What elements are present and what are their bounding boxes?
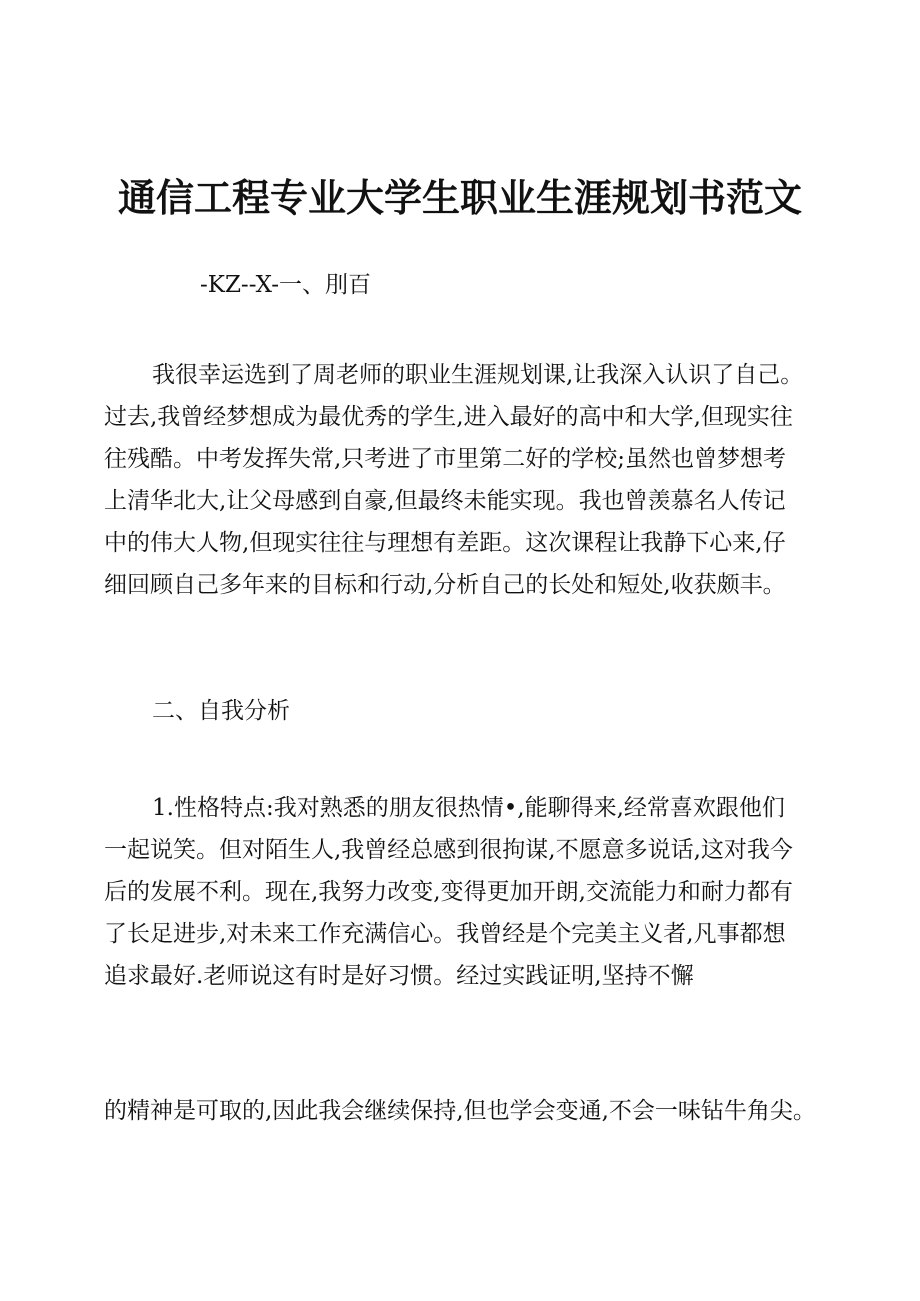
document-subtitle: -KZ--X-一、刖百 (200, 272, 371, 298)
paragraph-line: 一起说笑。但对陌生人,我曾经总感到很拘谋,不愿意多说话,这对我今 (104, 837, 793, 863)
paragraph-line: 细回顾自己多年来的目标和行动,分析自己的长处和短处,收获颇丰。 (104, 572, 786, 598)
paragraph-line: 后的发展不利。现在,我努力改变,变得更加开朗,交流能力和耐力都有 (104, 879, 793, 905)
paragraph-line: 了长足进步,对未来工作充满信心。我曾经是个完美主义者,凡事都想 (104, 921, 786, 947)
personality-paragraph (104, 787, 824, 997)
paragraph-line: 过去,我曾经梦想成为最优秀的学生,进入最好的高中和大学,但现实往 (104, 404, 793, 430)
paragraph-line: 中的伟大人物,但现实往往与理想有差距。这次课程让我静下心来,仔 (104, 530, 786, 556)
paragraph-line: 往残酷。中考发挥失常,只考进了市里第二好的学校;虽然也曾梦想考 (104, 446, 787, 472)
paragraph-line: 的精神是可取的,因此我会继续保持,但也学会变通,不会一味钻牛角尖。 (104, 1098, 816, 1124)
section-heading-self-analysis: 二、自我分析 (152, 698, 290, 724)
paragraph-line: 上清华北大,让父母感到自豪,但最终未能实现。我也曾羡慕名人传记 (104, 488, 786, 514)
continuation-paragraph (104, 1090, 824, 1132)
paragraph-line: 追求最好.老师说这有时是好习惯。经过实践证明,坚持不懈 (104, 963, 694, 989)
paragraph-line: 1.性格特点:我对熟悉的朋友很热情•,能聊得来,经常喜欢跟他们 (152, 795, 785, 821)
paragraph-line: 我很幸运选到了周老师的职业生涯规划课,让我深入认识了自己。 (152, 362, 804, 388)
intro-paragraph (104, 354, 824, 606)
document-title: 通信工程专业大学生职业生涯规划书范文 (117, 176, 802, 220)
